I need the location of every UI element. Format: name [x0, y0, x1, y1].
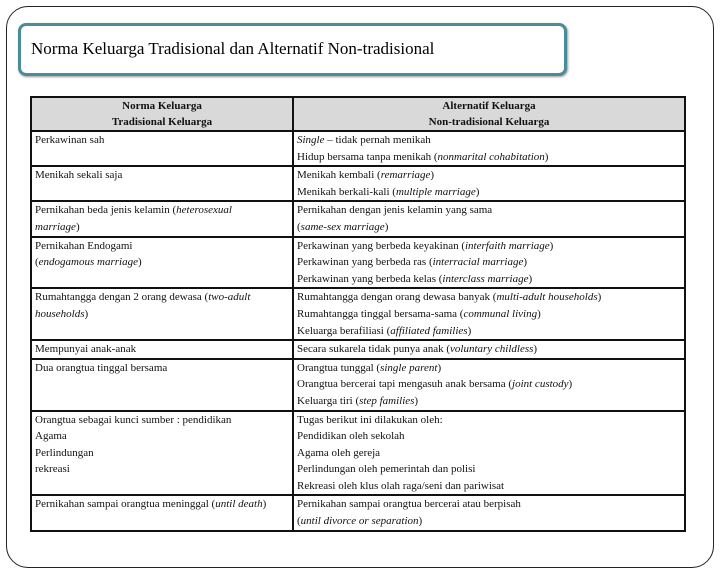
english-term: nonmarital cohabitation	[437, 150, 545, 163]
cell-line	[35, 445, 289, 462]
table-row	[31, 495, 685, 530]
cell-text: Dua orangtua tinggal bersama	[35, 361, 168, 374]
cell-line	[297, 496, 681, 513]
alternative-cell	[293, 237, 685, 289]
cell-text: )	[528, 272, 533, 285]
cell-line	[297, 445, 681, 462]
cell-text: )	[568, 378, 573, 391]
table-row	[31, 359, 685, 411]
cell-line	[297, 289, 681, 306]
cell-text: Perkawinan yang berbeda keyakinan (	[297, 239, 465, 252]
table-row	[31, 237, 685, 289]
cell-line	[297, 149, 681, 166]
traditional-cell	[31, 201, 293, 236]
english-term: step families	[359, 394, 415, 407]
cell-line	[35, 289, 289, 306]
cell-text: Pernikahan beda jenis kelamin (	[35, 204, 177, 217]
table-row	[31, 166, 685, 201]
traditional-cell	[31, 237, 293, 289]
cell-line	[297, 412, 681, 429]
cell-text: Orangtua bercerai tapi mengasuh anak bersama (	[297, 378, 513, 391]
alternative-cell	[293, 411, 685, 496]
cell-text: Tugas berikut ini dilakukan oleh:	[297, 413, 443, 426]
cell-line	[297, 219, 681, 236]
cell-text: – tidak pernah menikah	[324, 134, 431, 146]
table-row	[31, 411, 685, 496]
table-row	[31, 201, 685, 236]
cell-text: )	[523, 256, 528, 269]
cell-line	[297, 254, 681, 271]
table-row	[31, 131, 685, 166]
title-box	[18, 23, 567, 76]
alternative-cell	[293, 340, 685, 359]
traditional-cell	[31, 166, 293, 201]
traditional-cell	[31, 288, 293, 340]
english-term: affiliated families	[390, 324, 468, 337]
alternative-cell	[293, 288, 685, 340]
cell-text: Pernikahan sampai orangtua meninggal (	[35, 498, 216, 511]
english-term: until divorce or separation	[300, 515, 419, 528]
english-term: interclass marriage	[442, 272, 529, 285]
cell-text: )	[75, 220, 80, 233]
cell-text: (	[297, 220, 301, 233]
cell-line	[297, 306, 681, 323]
table-row	[31, 288, 685, 340]
cell-text: Rekreasi oleh klus olah raga/seni dan pariwisat	[297, 479, 505, 492]
cell-line	[297, 478, 681, 495]
cell-text: Menikah kembali (	[297, 169, 381, 182]
english-term: multi-adult households	[496, 291, 598, 304]
english-term: endogamous marriage	[38, 256, 138, 269]
cell-line	[297, 132, 681, 149]
cell-text: Perlindungan oleh pemerintah dan polisi	[297, 463, 476, 476]
cell-line	[35, 167, 289, 184]
cell-line	[35, 428, 289, 445]
cell-line	[35, 496, 289, 513]
cell-text: Rumahtangga tinggal bersama-sama (	[297, 307, 464, 320]
cell-text: Perkawinan yang berbeda ras (	[297, 256, 433, 269]
english-term: until death	[215, 498, 263, 511]
cell-text: )	[384, 220, 389, 233]
english-term: multiple marriage	[395, 185, 476, 198]
english-term: heterosexual	[176, 204, 232, 217]
cell-line	[35, 360, 289, 377]
cell-text: Agama	[35, 430, 67, 443]
header-traditional	[31, 97, 293, 131]
table-row	[31, 340, 685, 359]
cell-text: Pendidikan oleh sekolah	[297, 430, 405, 443]
english-term: communal living	[463, 307, 538, 320]
cell-line	[297, 376, 681, 393]
cell-text: Agama oleh gereja	[297, 446, 381, 459]
alternative-cell	[293, 166, 685, 201]
cell-text: )	[262, 498, 267, 511]
cell-line	[35, 219, 289, 236]
traditional-cell	[31, 411, 293, 496]
alternative-cell	[293, 201, 685, 236]
english-term: households	[35, 307, 85, 320]
cell-text: )	[430, 169, 435, 182]
comparison-table	[30, 96, 686, 532]
cell-line	[297, 167, 681, 184]
english-term: interracial marriage	[432, 256, 524, 269]
alternative-cell	[293, 495, 685, 530]
english-term: two-adult	[208, 291, 251, 304]
cell-line	[297, 428, 681, 445]
cell-text: )	[475, 185, 480, 198]
cell-text: Pernikahan Endogami	[35, 239, 133, 252]
english-term: voluntary childless	[450, 343, 534, 356]
cell-text: )	[533, 343, 538, 356]
header-text: Non-tradisional Keluarga	[428, 116, 550, 128]
english-term: same-sex marriage	[300, 220, 385, 233]
header-text: Tradisional Keluarga	[111, 116, 213, 128]
cell-text: rekreasi	[35, 463, 70, 476]
cell-line	[297, 393, 681, 410]
table-header-row	[31, 97, 685, 131]
cell-text: Orangtua tunggal (	[297, 361, 381, 374]
cell-line	[35, 202, 289, 219]
cell-line	[35, 306, 289, 323]
cell-line	[35, 254, 289, 271]
cell-text: Orangtua sebagai kunci sumber : pendidikan	[35, 413, 232, 426]
english-term: Single	[297, 134, 325, 146]
cell-text: (	[297, 515, 301, 528]
english-term: joint custody	[512, 378, 569, 391]
cell-text: Perkawinan yang berbeda kelas (	[297, 272, 443, 285]
cell-text: Secara sukarela tidak punya anak (	[297, 343, 451, 356]
traditional-cell	[31, 359, 293, 411]
cell-line	[35, 341, 289, 358]
header-text: Alternatif Keluarga	[442, 100, 536, 112]
cell-text: )	[549, 239, 554, 252]
english-term: remarriage	[380, 169, 431, 182]
cell-line	[35, 412, 289, 429]
header-text: Norma Keluarga	[122, 100, 202, 112]
cell-line	[297, 513, 681, 530]
cell-line	[297, 202, 681, 219]
english-term: marriage	[35, 220, 76, 233]
cell-text: Pernikahan dengan jenis kelamin yang sama	[297, 204, 493, 217]
alternative-cell	[293, 131, 685, 166]
english-term: single parent	[380, 361, 438, 374]
traditional-cell	[31, 495, 293, 530]
cell-line	[297, 461, 681, 478]
cell-line	[297, 341, 681, 358]
cell-line	[35, 238, 289, 255]
cell-text: Menikah berkali-kali (	[297, 185, 396, 198]
cell-text: Menikah sekali saja	[35, 169, 123, 182]
cell-text: Mempunyai anak-anak	[35, 343, 137, 356]
cell-text: Perkawinan sah	[35, 134, 105, 146]
cell-text: Rumahtangga dengan 2 orang dewasa (	[35, 291, 209, 304]
header-alternative	[293, 97, 685, 131]
cell-line	[297, 360, 681, 377]
cell-text: (	[35, 256, 39, 269]
cell-text: )	[597, 291, 602, 304]
traditional-cell	[31, 340, 293, 359]
cell-text: )	[437, 361, 442, 374]
cell-text: Pernikahan sampai orangtua bercerai atau berpisah	[297, 498, 521, 511]
cell-text: Keluarga berafiliasi (	[297, 324, 391, 337]
cell-text: )	[414, 394, 419, 407]
cell-text: Perlindungan	[35, 446, 94, 459]
cell-line	[297, 238, 681, 255]
cell-line	[297, 184, 681, 201]
cell-text: )	[467, 324, 472, 337]
cell-line	[35, 132, 289, 149]
cell-text: Keluarga tiri (	[297, 394, 360, 407]
cell-text: )	[418, 515, 423, 528]
english-term: interfaith marriage	[465, 239, 550, 252]
cell-text: Hidup bersama tanpa menikah (	[297, 150, 438, 163]
cell-text: )	[84, 307, 89, 320]
page-title: Norma Keluarga Tradisional dan Alternatif Non-tradisional	[31, 39, 435, 58]
cell-text: )	[544, 150, 549, 163]
cell-text: Rumahtangga dengan orang dewasa banyak (	[297, 291, 497, 304]
traditional-cell	[31, 131, 293, 166]
cell-line	[297, 323, 681, 340]
cell-line	[297, 271, 681, 288]
alternative-cell	[293, 359, 685, 411]
cell-line	[35, 461, 289, 478]
cell-text: )	[137, 256, 142, 269]
cell-text: )	[537, 307, 541, 320]
